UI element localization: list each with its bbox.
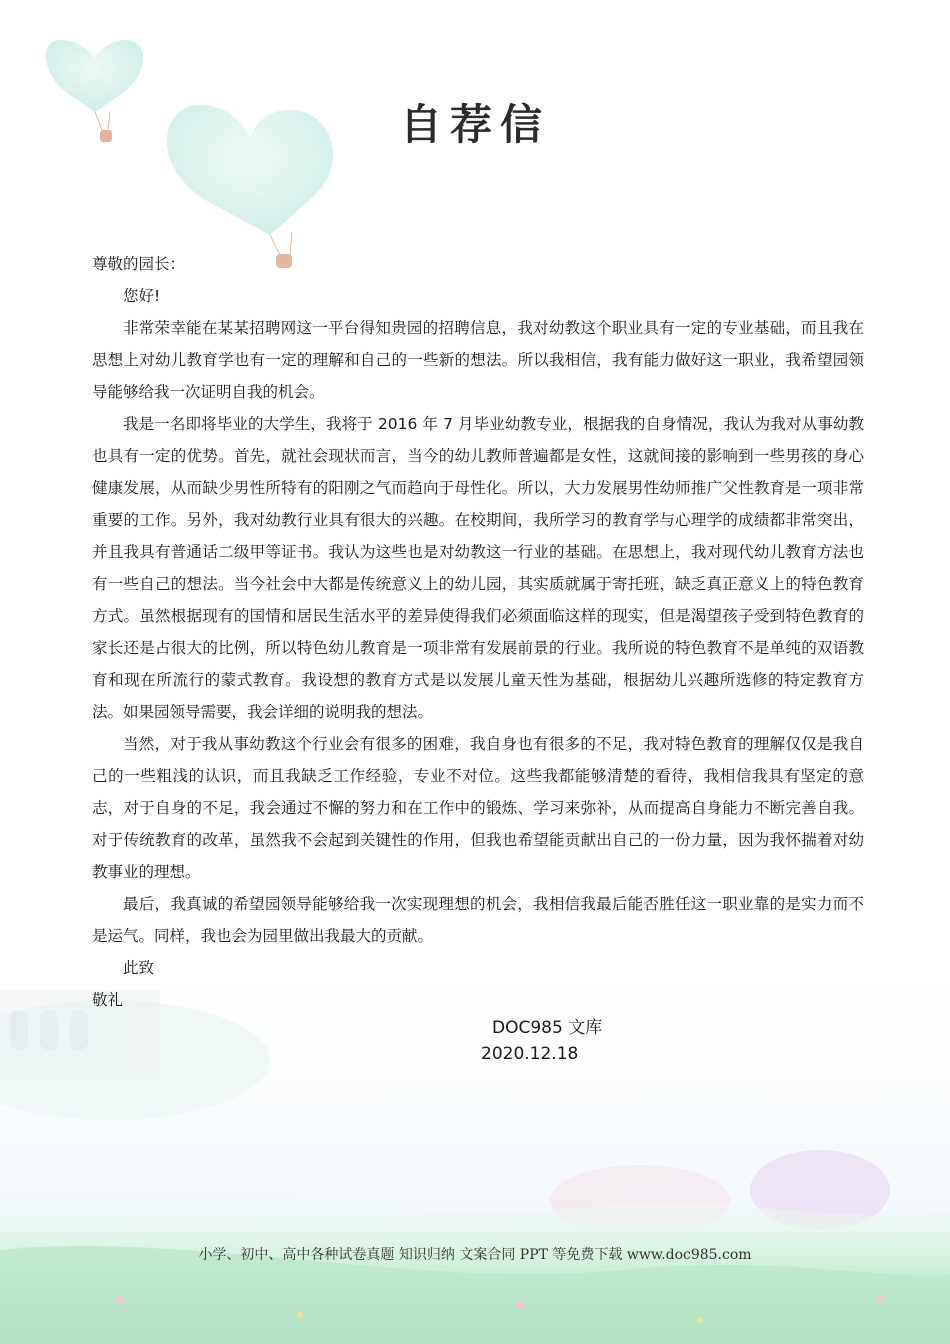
greeting: 您好! [123, 287, 161, 305]
footer-text: 小学、初中、高中各种试卷真题 知识归纳 文案合同 PPT 等免费下载 www.doc985.com [198, 1247, 752, 1263]
signature-name: DOC985 文库 [492, 1018, 603, 1038]
signature-date: 2020.12.18 [481, 1044, 579, 1064]
paragraph: 我是一名即将毕业的大学生，我将于 2016 年 7 月毕业幼教专业，根据我的自身情况，我认为我对从事幼教也具有一定的优势。首先，就社会现状而言，当今的幼儿教师普遍都是女性，这就间接的影响到一些男孩的身心健康发展，从而缺少男性所特有的阳刚之气而趋向于母性化。所以，大力发展男性幼师推广父性教育是一项非常重要的工作。另外，我对幼教行业具有很大的兴趣。在校期间，我所学习的教育学与心理学的成绩都非常突出，并且我具有普通话二级甲等证书。我认为这些也是对幼教这一行业的基础。在思想上，我对现代幼儿教育方法也有一些自己的想法。当今社会中大都是传统意义上的幼儿园，其实质就属于寄托班，缺乏真正意义上的特色教育方式。虽然根据现有的国情和居民生活水平的差异使得我们必须面临这样的现实，但是渴望孩子受到特色教育的家长还是占很大的比例，所以特色幼儿教育是一项非常有发展前景的行业。我所说的特色教育不是单纯的双语教育和现在所流行的蒙式教育。我设想的教育方式是以发展儿童天性为基础，根据幼儿兴趣所选修的特定教育方法。如果园领导需要，我会详细的说明我的想法。 [92, 415, 864, 721]
closing-line: 此致 [123, 959, 155, 977]
letter-body [92, 248, 864, 1016]
paragraph: 当然，对于我从事幼教这个行业会有很多的困难，我自身也有很多的不足，我对特色教育的理解仅仅是我自己的一些粗浅的认识，而且我缺乏工作经验，专业不对位。这些我都能够清楚的看待，我相信我具有坚定的意志，对于自身的不足，我会通过不懈的努力和在工作中的锻炼、学习来弥补，从而提高自身能力不断完善自我。对于传统教育的改革，虽然我不会起到关键性的作用，但我也希望能贡献出自己的一份力量，因为我怀揣着对幼教事业的理想。 [92, 735, 864, 881]
page-title: 自荐信 [399, 100, 550, 149]
salutation: 尊敬的园长： [92, 255, 186, 273]
paragraph: 最后，我真诚的希望园领导能够给我一次实现理想的机会，我相信我最后能否胜任这一职业靠的是实力而不是运气。同样，我也会为园里做出我最大的贡献。 [92, 895, 864, 945]
closing-regards: 敬礼 [92, 991, 124, 1009]
paragraph: 非常荣幸能在某某招聘网这一平台得知贵园的招聘信息，我对幼教这个职业具有一定的专业基础，而且我在思想上对幼儿教育学也有一定的理解和自己的一些新的想法。所以我相信，我有能力做好这一职业，我希望园领导能够给我一次证明自我的机会。 [92, 319, 864, 401]
